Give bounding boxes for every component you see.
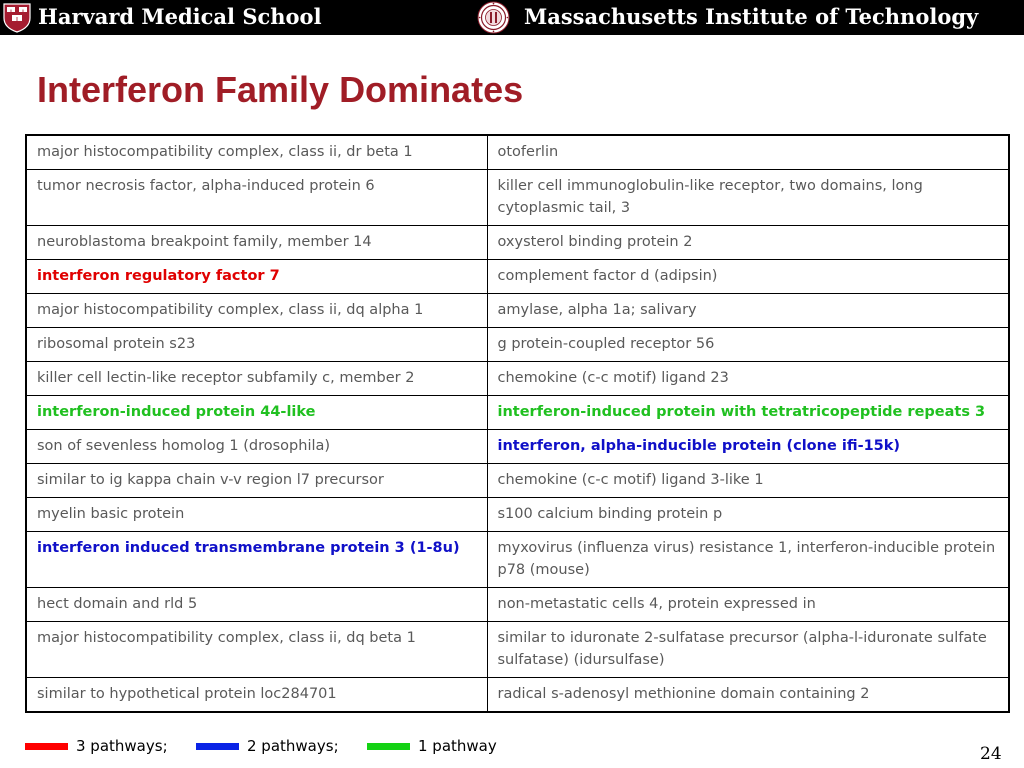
table-cell: radical s-adenosyl methionine domain containing 2 (487, 678, 1009, 713)
table-cell: ribosomal protein s23 (26, 328, 487, 362)
table-row (26, 464, 1009, 498)
table-cell: interferon-induced protein 44-like (26, 396, 487, 430)
gene-table (25, 134, 1010, 713)
table-cell: tumor necrosis factor, alpha-induced protein 6 (26, 170, 487, 226)
table-cell: interferon regulatory factor 7 (26, 260, 487, 294)
legend-swatch-blue (196, 743, 239, 750)
table-row (26, 622, 1009, 678)
header-bar (0, 0, 1024, 35)
table-cell: complement factor d (adipsin) (487, 260, 1009, 294)
table-row (26, 226, 1009, 260)
table-cell: hect domain and rld 5 (26, 588, 487, 622)
table-row (26, 294, 1009, 328)
table-cell: chemokine (c-c motif) ligand 23 (487, 362, 1009, 396)
table-row (26, 498, 1009, 532)
slide-title: Interferon Family Dominates (37, 69, 524, 110)
table-cell: otoferlin (487, 135, 1009, 170)
legend-label: 3 pathways; (76, 737, 168, 755)
table-cell: major histocompatibility complex, class ii, dq alpha 1 (26, 294, 487, 328)
table-cell: son of sevenless homolog 1 (drosophila) (26, 430, 487, 464)
table-cell: interferon, alpha-inducible protein (clone ifi-15k) (487, 430, 1009, 464)
table-row (26, 170, 1009, 226)
table-row (26, 328, 1009, 362)
gene-table-body (26, 135, 1009, 712)
table-cell: interferon-induced protein with tetratricopeptide repeats 3 (487, 396, 1009, 430)
page-number: 24 (980, 744, 1002, 764)
table-row (26, 532, 1009, 588)
legend-label: 2 pathways; (247, 737, 339, 755)
table-cell: major histocompatibility complex, class ii, dr beta 1 (26, 135, 487, 170)
table-row (26, 135, 1009, 170)
table-cell: neuroblastoma breakpoint family, member 14 (26, 226, 487, 260)
mit-seal-icon (477, 1, 510, 34)
table-cell: killer cell immunoglobulin-like receptor, two domains, long cytoplasmic tail, 3 (487, 170, 1009, 226)
table-cell: myxovirus (influenza virus) resistance 1, interferon-inducible protein p78 (mouse) (487, 532, 1009, 588)
harvard-medical-school-label: Harvard Medical School (38, 4, 322, 29)
table-cell: similar to hypothetical protein loc284701 (26, 678, 487, 713)
table-cell: s100 calcium binding protein p (487, 498, 1009, 532)
table-cell: major histocompatibility complex, class ii, dq beta 1 (26, 622, 487, 678)
table-row (26, 678, 1009, 713)
table-cell: similar to ig kappa chain v-v region l7 precursor (26, 464, 487, 498)
legend-swatch-red (25, 743, 68, 750)
harvard-shield-icon (2, 2, 32, 33)
table-row (26, 588, 1009, 622)
legend-label: 1 pathway (418, 737, 497, 755)
table-cell: amylase, alpha 1a; salivary (487, 294, 1009, 328)
table-row (26, 362, 1009, 396)
table-row (26, 396, 1009, 430)
table-row (26, 260, 1009, 294)
table-cell: similar to iduronate 2-sulfatase precursor (alpha-l-iduronate sulfate sulfatase) (idursulfase) (487, 622, 1009, 678)
table-cell: non-metastatic cells 4, protein expressed in (487, 588, 1009, 622)
mit-label: Massachusetts Institute of Technology (524, 4, 979, 29)
table-cell: oxysterol binding protein 2 (487, 226, 1009, 260)
table-cell: interferon induced transmembrane protein 3 (1-8u) (26, 532, 487, 588)
table-cell: myelin basic protein (26, 498, 487, 532)
table-cell: chemokine (c-c motif) ligand 3-like 1 (487, 464, 1009, 498)
table-row (26, 430, 1009, 464)
table-cell: g protein-coupled receptor 56 (487, 328, 1009, 362)
table-cell: killer cell lectin-like receptor subfamily c, member 2 (26, 362, 487, 396)
legend-swatch-green (367, 743, 410, 750)
